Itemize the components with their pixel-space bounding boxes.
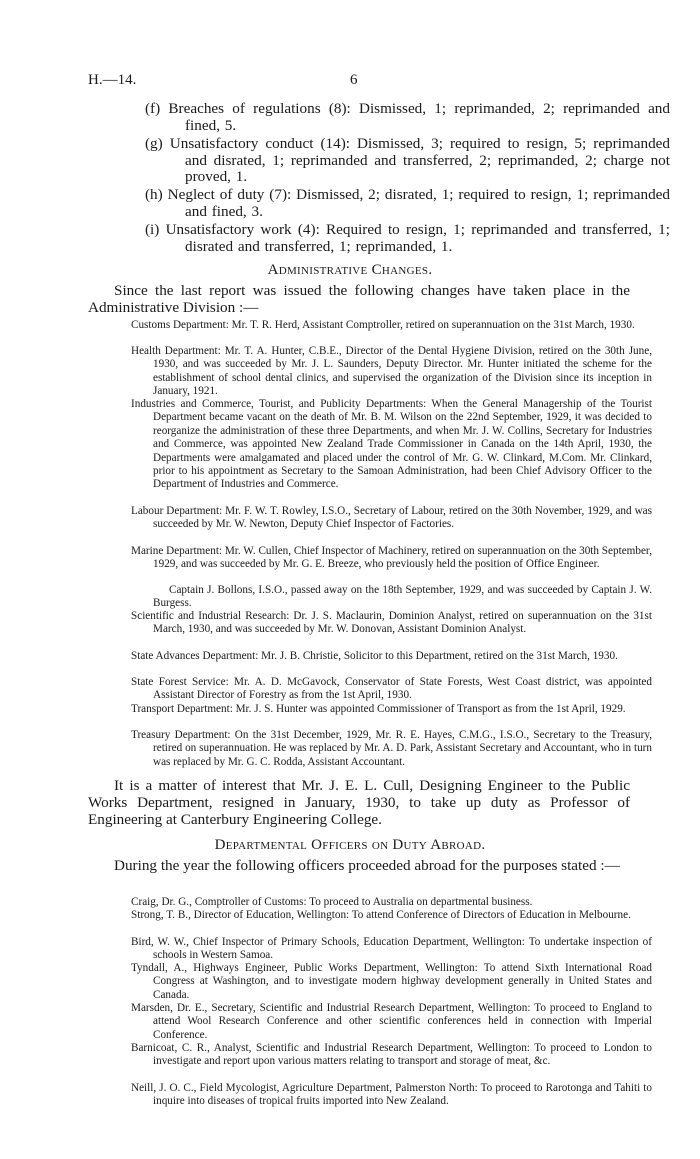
item-text: Unsatisfactory work (4): Required to resign, 1; reprimanded and transferred, 1; disrated and transferred, 1; reprimanded, 1. — [165, 221, 670, 255]
abroad-item: Craig, Dr. G., Comptroller of Customs: To proceed to Australia on departmental business. — [131, 896, 533, 908]
discipline-item-f — [145, 101, 670, 134]
abroad-item: Strong, T. B., Director of Education, Wellington: To attend Conference of Directors of Education in Melbourne. — [131, 909, 631, 921]
admin-heading: Administrative Changes. — [267, 262, 433, 278]
admin-intro: Since the last report was issued the following changes have taken place in the Administrative Division :— — [88, 282, 630, 317]
abroad-heading: Departmental Officers on Duty Abroad. — [214, 837, 486, 853]
item-text: Unsatisfactory conduct (14): Dismissed, 3; required to resign, 5; reprimanded and disrated, 1; reprimanded and transferred, 2; reprimanded, 2; charge not proved, 1. — [169, 135, 671, 186]
admin-item: Health Department: Mr. T. A. Hunter, C.B.E., Director of the Dental Hygiene Division, retired on the 30th June, 1930, and was succeeded by Mr. J. L. Saunders, Deputy Director. Mr. Hunter initiated the scheme for the establishment of school dental clinics, and supervised the organization of the Division since its inception in January, 1921. — [131, 345, 652, 398]
item-text: Neglect of duty (7): Dismissed, 2; disrated, 1; required to resign, 1; reprimanded and fined, 3. — [167, 186, 671, 220]
abroad-item: Barnicoat, C. R., Analyst, Scientific and Industrial Research Department, Wellington: To proceed to London to investigate and report upon various matters relating to transport and storage of meat, &c. — [131, 1042, 652, 1068]
admin-item-continuation: Captain J. Bollons, I.S.O., passed away on the 18th September, 1929, and was succeeded by Captain J. W. Burgess. — [153, 584, 652, 610]
admin-item: Labour Department: Mr. F. W. T. Rowley, I.S.O., Secretary of Labour, retired on the 30th November, 1929, and was succeeded by Mr. W. Newton, Deputy Chief Inspector of Factories. — [131, 505, 652, 531]
item-label: (i) — [145, 221, 160, 238]
discipline-item-g — [145, 136, 670, 186]
discipline-item-h — [145, 187, 670, 220]
admin-item: Treasury Department: On the 31st December, 1929, Mr. R. E. Hayes, C.M.G., I.S.O., Secretary to the Treasury, retired on superannuation. He was replaced by Mr. A. D. Park, Assistant Secretary and Accountant, who in turn was replaced by Mr. G. C. Rodda, Assistant Accountant. — [131, 729, 652, 768]
discipline-item-i — [145, 222, 670, 255]
admin-item: Transport Department: Mr. J. S. Hunter was appointed Commissioner of Transport as from the 1st April, 1929. — [131, 703, 626, 715]
admin-item: State Forest Service: Mr. A. D. McGavock, Conservator of State Forests, West Coast district, was appointed Assistant Director of Forestry as from the 1st April, 1930. — [131, 676, 652, 702]
admin-item: Industries and Commerce, Tourist, and Publicity Departments: When the General Managership of the Tourist Department became vacant on the death of Mr. B. M. Wilson on the 22nd September, 1929, it was decided to reorganize the administration of these three Departments, and when Mr. J. W. Collins, Secretary for Industries and Commerce, was appointed New Zealand Trade Commissioner in Canada on the 14th April, 1930, the Departments were amalgamated and placed under the control of Mr. G. W. Clinkard, M.Com. Mr. Clinkard, prior to his appointment as Secretary to the Samoan Administration, had been Chief Advisory Officer to the Department of Industries and Commerce. — [131, 398, 652, 491]
abroad-item: Tyndall, A., Highways Engineer, Public Works Department, Wellington: To attend Sixth International Road Congress at Washington, and to investigate modern highway development generally in United States and Canada. — [131, 962, 652, 1001]
item-label: (g) — [145, 135, 163, 152]
admin-item: Customs Department: Mr. T. R. Herd, Assistant Comptroller, retired on superannuation on the 31st March, 1930. — [131, 319, 635, 331]
admin-item: Marine Department: Mr. W. Cullen, Chief Inspector of Machinery, retired on superannuation on the 30th September, 1929, and was succeeded by Mr. G. E. Breeze, who previously held the position of Office Engineer. — [131, 545, 652, 571]
page-number: 6 — [350, 72, 358, 88]
page-header — [88, 72, 628, 92]
admin-item: State Advances Department: Mr. J. B. Christie, Solicitor to this Department, retired on the 31st March, 1930. — [131, 650, 618, 662]
admin-item: Scientific and Industrial Research: Dr. J. S. Maclaurin, Dominion Analyst, retired on superannuation on the 31st March, 1930, and was succeeded by Mr. W. Donovan, Assistant Dominion Analyst. — [131, 610, 652, 636]
report-reference: H.—14. — [88, 72, 137, 88]
item-label: (h) — [145, 186, 163, 203]
abroad-item: Marsden, Dr. E., Secretary, Scientific and Industrial Research Department, Wellington: To proceed to England to attend Wool Research Conference and other scientific conferences held in connection with Imperial Conference. — [131, 1002, 652, 1041]
cull-paragraph: It is a matter of interest that Mr. J. E. L. Cull, Designing Engineer to the Public Works Department, resigned in January, 1930, to take up duty as Professor of Engineering at Canterbury Engineering College. — [88, 777, 630, 829]
item-label: (f) — [145, 100, 161, 117]
item-text: Breaches of regulations (8): Dismissed, 1; reprimanded, 2; reprimanded and fined, 5. — [168, 100, 670, 134]
abroad-item: Neill, J. O. C., Field Mycologist, Agriculture Department, Palmerston North: To proceed to Rarotonga and Tahiti to inquire into diseases of tropical fruits imported into New Zealand. — [131, 1082, 652, 1108]
abroad-intro: During the year the following officers proceeded abroad for the purposes stated :— — [114, 857, 620, 874]
abroad-item: Bird, W. W., Chief Inspector of Primary Schools, Education Department, Wellington: To undertake inspection of schools in Western Samoa. — [131, 936, 652, 962]
